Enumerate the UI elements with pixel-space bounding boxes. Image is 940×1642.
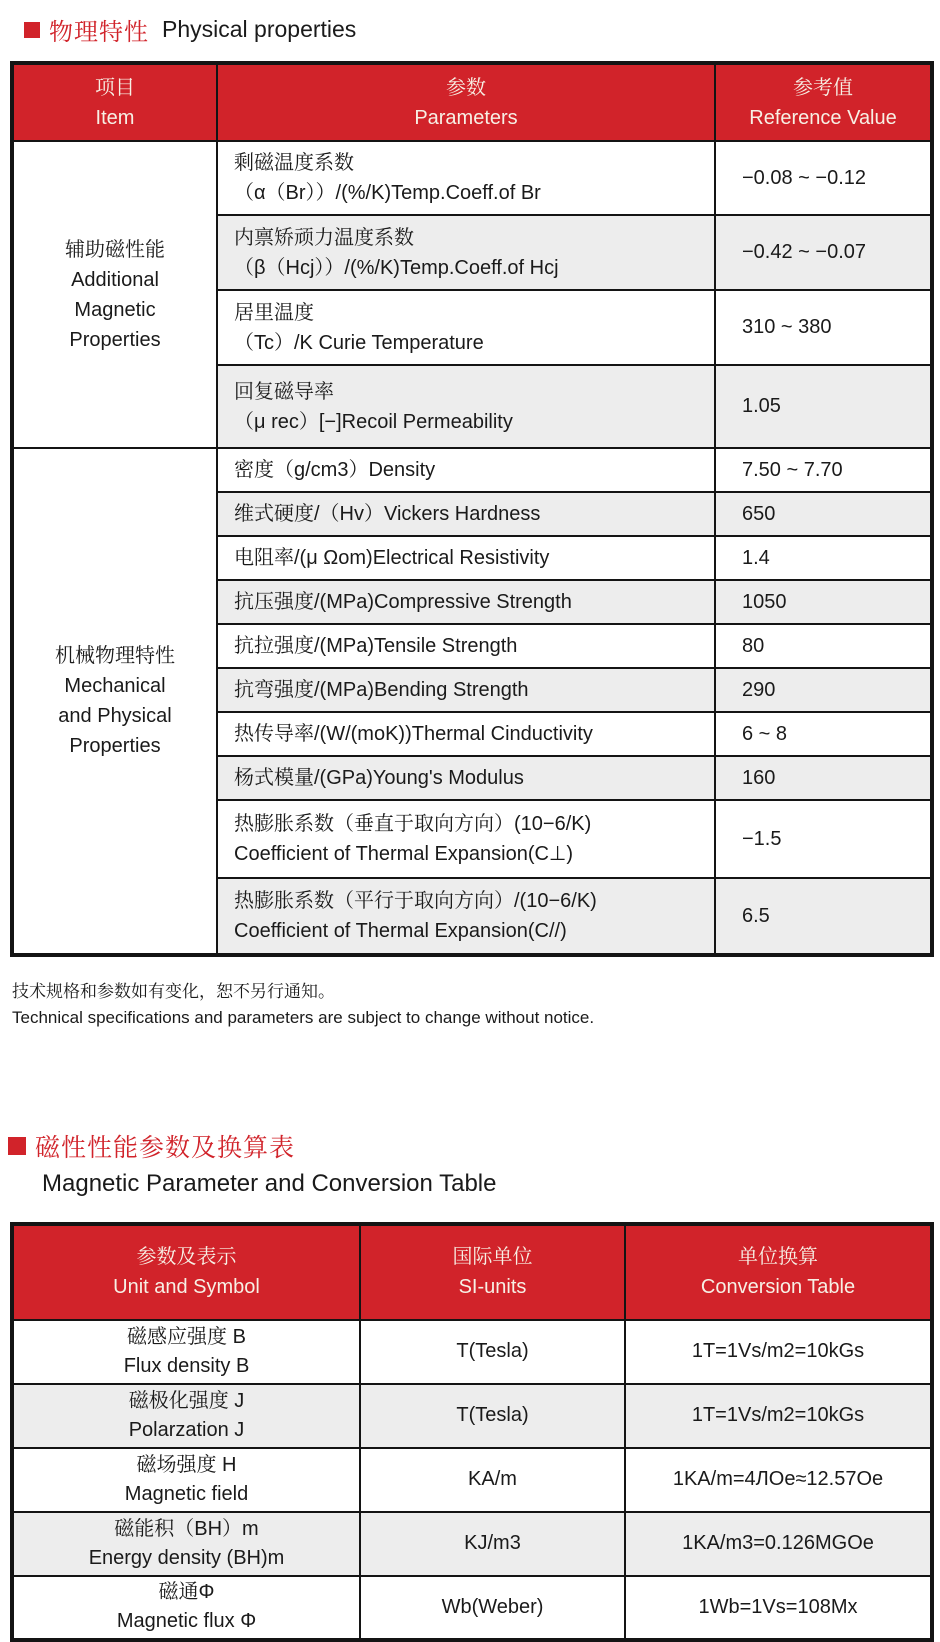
- col-header-unit-symbol: [12, 1224, 360, 1320]
- quantity-en: Magnetic field: [124, 1482, 249, 1505]
- param-line1: 回复磁导率: [234, 380, 334, 403]
- param-line1: 热传导率/(W/(moK))Thermal Cinductivity: [234, 723, 593, 745]
- value-cell: 310 ~ 380: [715, 290, 932, 365]
- col-header-parameters-en: Parameters: [414, 106, 518, 129]
- value-cell: −0.08 ~ −0.12: [715, 141, 932, 215]
- conversion-cell: 1KA/m3=0.126MGOe: [625, 1512, 932, 1576]
- col-header-reference-zh: 参考值: [793, 76, 853, 99]
- col-header-si-units-en: SI-units: [458, 1276, 527, 1299]
- item-group-zh: 机械物理特性: [55, 645, 175, 667]
- value-cell: 290: [715, 668, 932, 712]
- col-header-item-en: Item: [95, 106, 135, 129]
- section1-title-zh: 物理特性: [49, 19, 149, 46]
- value-cell: 80: [715, 624, 932, 668]
- header-row: [12, 1224, 932, 1320]
- param-cell: [217, 141, 715, 215]
- param-cell: [217, 756, 715, 800]
- value-cell: 6.5: [715, 878, 932, 955]
- param-line1: 维式硬度/（Hv）Vickers Hardness: [234, 503, 541, 525]
- param-line1: 内禀矫顽力温度系数: [234, 226, 414, 249]
- param-line1: 剩磁温度系数: [234, 152, 354, 174]
- col-header-unit-symbol-zh: 参数及表示: [136, 1246, 237, 1269]
- param-line2: （μ rec）[−]Recoil Permeability: [234, 410, 513, 433]
- table-row: [12, 1448, 932, 1512]
- param-line1: 抗弯强度/(MPa)Bending Strength: [234, 679, 529, 701]
- col-header-unit-symbol-en: Unit and Symbol: [113, 1276, 260, 1299]
- param-cell: [217, 624, 715, 668]
- value-cell: 650: [715, 492, 932, 536]
- section1-title: [24, 12, 940, 47]
- quantity-cell: [12, 1320, 360, 1384]
- quantity-en: Magnetic flux Φ: [116, 1610, 257, 1633]
- col-header-conversion: [625, 1224, 932, 1320]
- quantity-en: Polarzation J: [128, 1418, 245, 1441]
- conversion-cell: 1Wb=1Vs=108Mx: [625, 1576, 932, 1640]
- item-group-mechanical-physical: [12, 448, 217, 955]
- value-cell: 6 ~ 8: [715, 712, 932, 756]
- col-header-si-units-zh: 国际单位: [452, 1246, 533, 1269]
- param-line1: 密度（g/cm3）Density: [234, 459, 436, 481]
- col-header-conversion-zh: 单位换算: [738, 1246, 818, 1269]
- quantity-zh: 磁极化强度 J: [128, 1389, 245, 1412]
- col-header-si-units: [360, 1224, 625, 1320]
- param-line1: 杨式模量/(GPa)Young's Modulus: [234, 767, 524, 789]
- item-group-en: Mechanical and Physical Properties: [58, 675, 172, 757]
- quantity-cell: [12, 1448, 360, 1512]
- param-line1: 抗拉强度/(MPa)Tensile Strength: [234, 635, 518, 657]
- quantity-zh: 磁场强度 H: [136, 1453, 237, 1476]
- item-group-zh: 辅助磁性能: [65, 238, 165, 261]
- table-row: [12, 1384, 932, 1448]
- table-row: [12, 1320, 932, 1384]
- footnote-en: Technical specifications and parameters are subject to change without notice.: [12, 1008, 595, 1028]
- param-line1: 抗压强度/(MPa)Compressive Strength: [234, 591, 572, 613]
- section2-title: [8, 1128, 940, 1198]
- quantity-zh: 磁通Φ: [158, 1581, 215, 1604]
- param-line1: 电阻率/(μ Ωom)Electrical Resistivity: [234, 547, 550, 569]
- quantity-zh: 磁感应强度 B: [127, 1325, 246, 1348]
- unit-cell: KJ/m3: [360, 1512, 625, 1576]
- conversion-cell: 1T=1Vs/m2=10kGs: [625, 1384, 932, 1448]
- value-cell: −0.42 ~ −0.07: [715, 215, 932, 290]
- col-header-parameters-zh: 参数: [446, 76, 486, 99]
- footnote-zh: 技术规格和参数如有变化，恕不另行通知。: [12, 982, 335, 1001]
- param-line1: 居里温度: [234, 301, 314, 324]
- col-header-reference: [715, 63, 932, 141]
- conversion-cell: 1KA/m=4ЛOe≈12.57Oe: [625, 1448, 932, 1512]
- param-cell: [217, 536, 715, 580]
- unit-cell: T(Tesla): [360, 1320, 625, 1384]
- param-cell: [217, 712, 715, 756]
- quantity-zh: 磁能积（BH）m: [114, 1517, 259, 1540]
- param-line2: （α（Br））/(%/K)Temp.Coeff.of Br: [234, 182, 541, 204]
- col-header-item-zh: 项目: [95, 76, 135, 99]
- param-cell: [217, 800, 715, 878]
- section1-title-en: Physical properties: [162, 16, 357, 42]
- value-cell: 160: [715, 756, 932, 800]
- col-header-conversion-en: Conversion Table: [700, 1276, 856, 1299]
- section-marker-icon: [24, 22, 40, 38]
- param-cell: [217, 668, 715, 712]
- quantity-en: Energy density (BH)m: [88, 1546, 285, 1569]
- param-cell: [217, 580, 715, 624]
- param-line1: 热膨胀系数（平行于取向方向）/(10−6/K): [234, 890, 597, 912]
- catalog-page: [0, 12, 940, 1633]
- item-group-additional-magnetic: [12, 141, 217, 448]
- physical-properties-table: [10, 61, 934, 957]
- unit-cell: KA/m: [360, 1448, 625, 1512]
- param-line2: Coefficient of Thermal Expansion(C//): [234, 920, 567, 942]
- param-cell: [217, 215, 715, 290]
- col-header-reference-en: Reference Value: [749, 106, 897, 129]
- value-cell: 1.4: [715, 536, 932, 580]
- param-cell: [217, 365, 715, 448]
- unit-cell: Wb(Weber): [360, 1576, 625, 1640]
- col-header-parameters: [217, 63, 715, 141]
- param-cell: [217, 448, 715, 492]
- value-cell: 7.50 ~ 7.70: [715, 448, 932, 492]
- section-marker-icon: [8, 1137, 26, 1155]
- param-line1: 热膨胀系数（垂直于取向方向）(10−6/K): [234, 813, 592, 835]
- col-header-item: [12, 63, 217, 141]
- unit-cell: T(Tesla): [360, 1384, 625, 1448]
- table-row: [12, 141, 932, 215]
- param-line2: Coefficient of Thermal Expansion(C⊥): [234, 843, 574, 865]
- param-line2: （β（Hcj））/(%/K)Temp.Coeff.of Hcj: [234, 256, 559, 279]
- quantity-cell: [12, 1576, 360, 1640]
- table-row: [12, 1576, 932, 1640]
- table-row: [12, 448, 932, 492]
- value-cell: 1050: [715, 580, 932, 624]
- value-cell: 1.05: [715, 365, 932, 448]
- section2-title-zh: 磁性性能参数及换算表: [35, 1133, 296, 1162]
- table-row: [12, 1512, 932, 1576]
- header-row: [12, 63, 932, 141]
- section2-title-en: Magnetic Parameter and Conversion Table: [42, 1169, 497, 1197]
- param-cell: [217, 290, 715, 365]
- quantity-cell: [12, 1512, 360, 1576]
- item-group-en: Additional Magnetic Properties: [69, 268, 161, 351]
- param-line2: （Tc）/K Curie Temperature: [234, 331, 484, 354]
- conversion-table: [10, 1222, 934, 1642]
- quantity-en: Flux density B: [123, 1354, 250, 1377]
- footnote: [12, 979, 940, 1032]
- param-cell: [217, 492, 715, 536]
- conversion-cell: 1T=1Vs/m2=10kGs: [625, 1320, 932, 1384]
- quantity-cell: [12, 1384, 360, 1448]
- value-cell: −1.5: [715, 800, 932, 878]
- param-cell: [217, 878, 715, 955]
